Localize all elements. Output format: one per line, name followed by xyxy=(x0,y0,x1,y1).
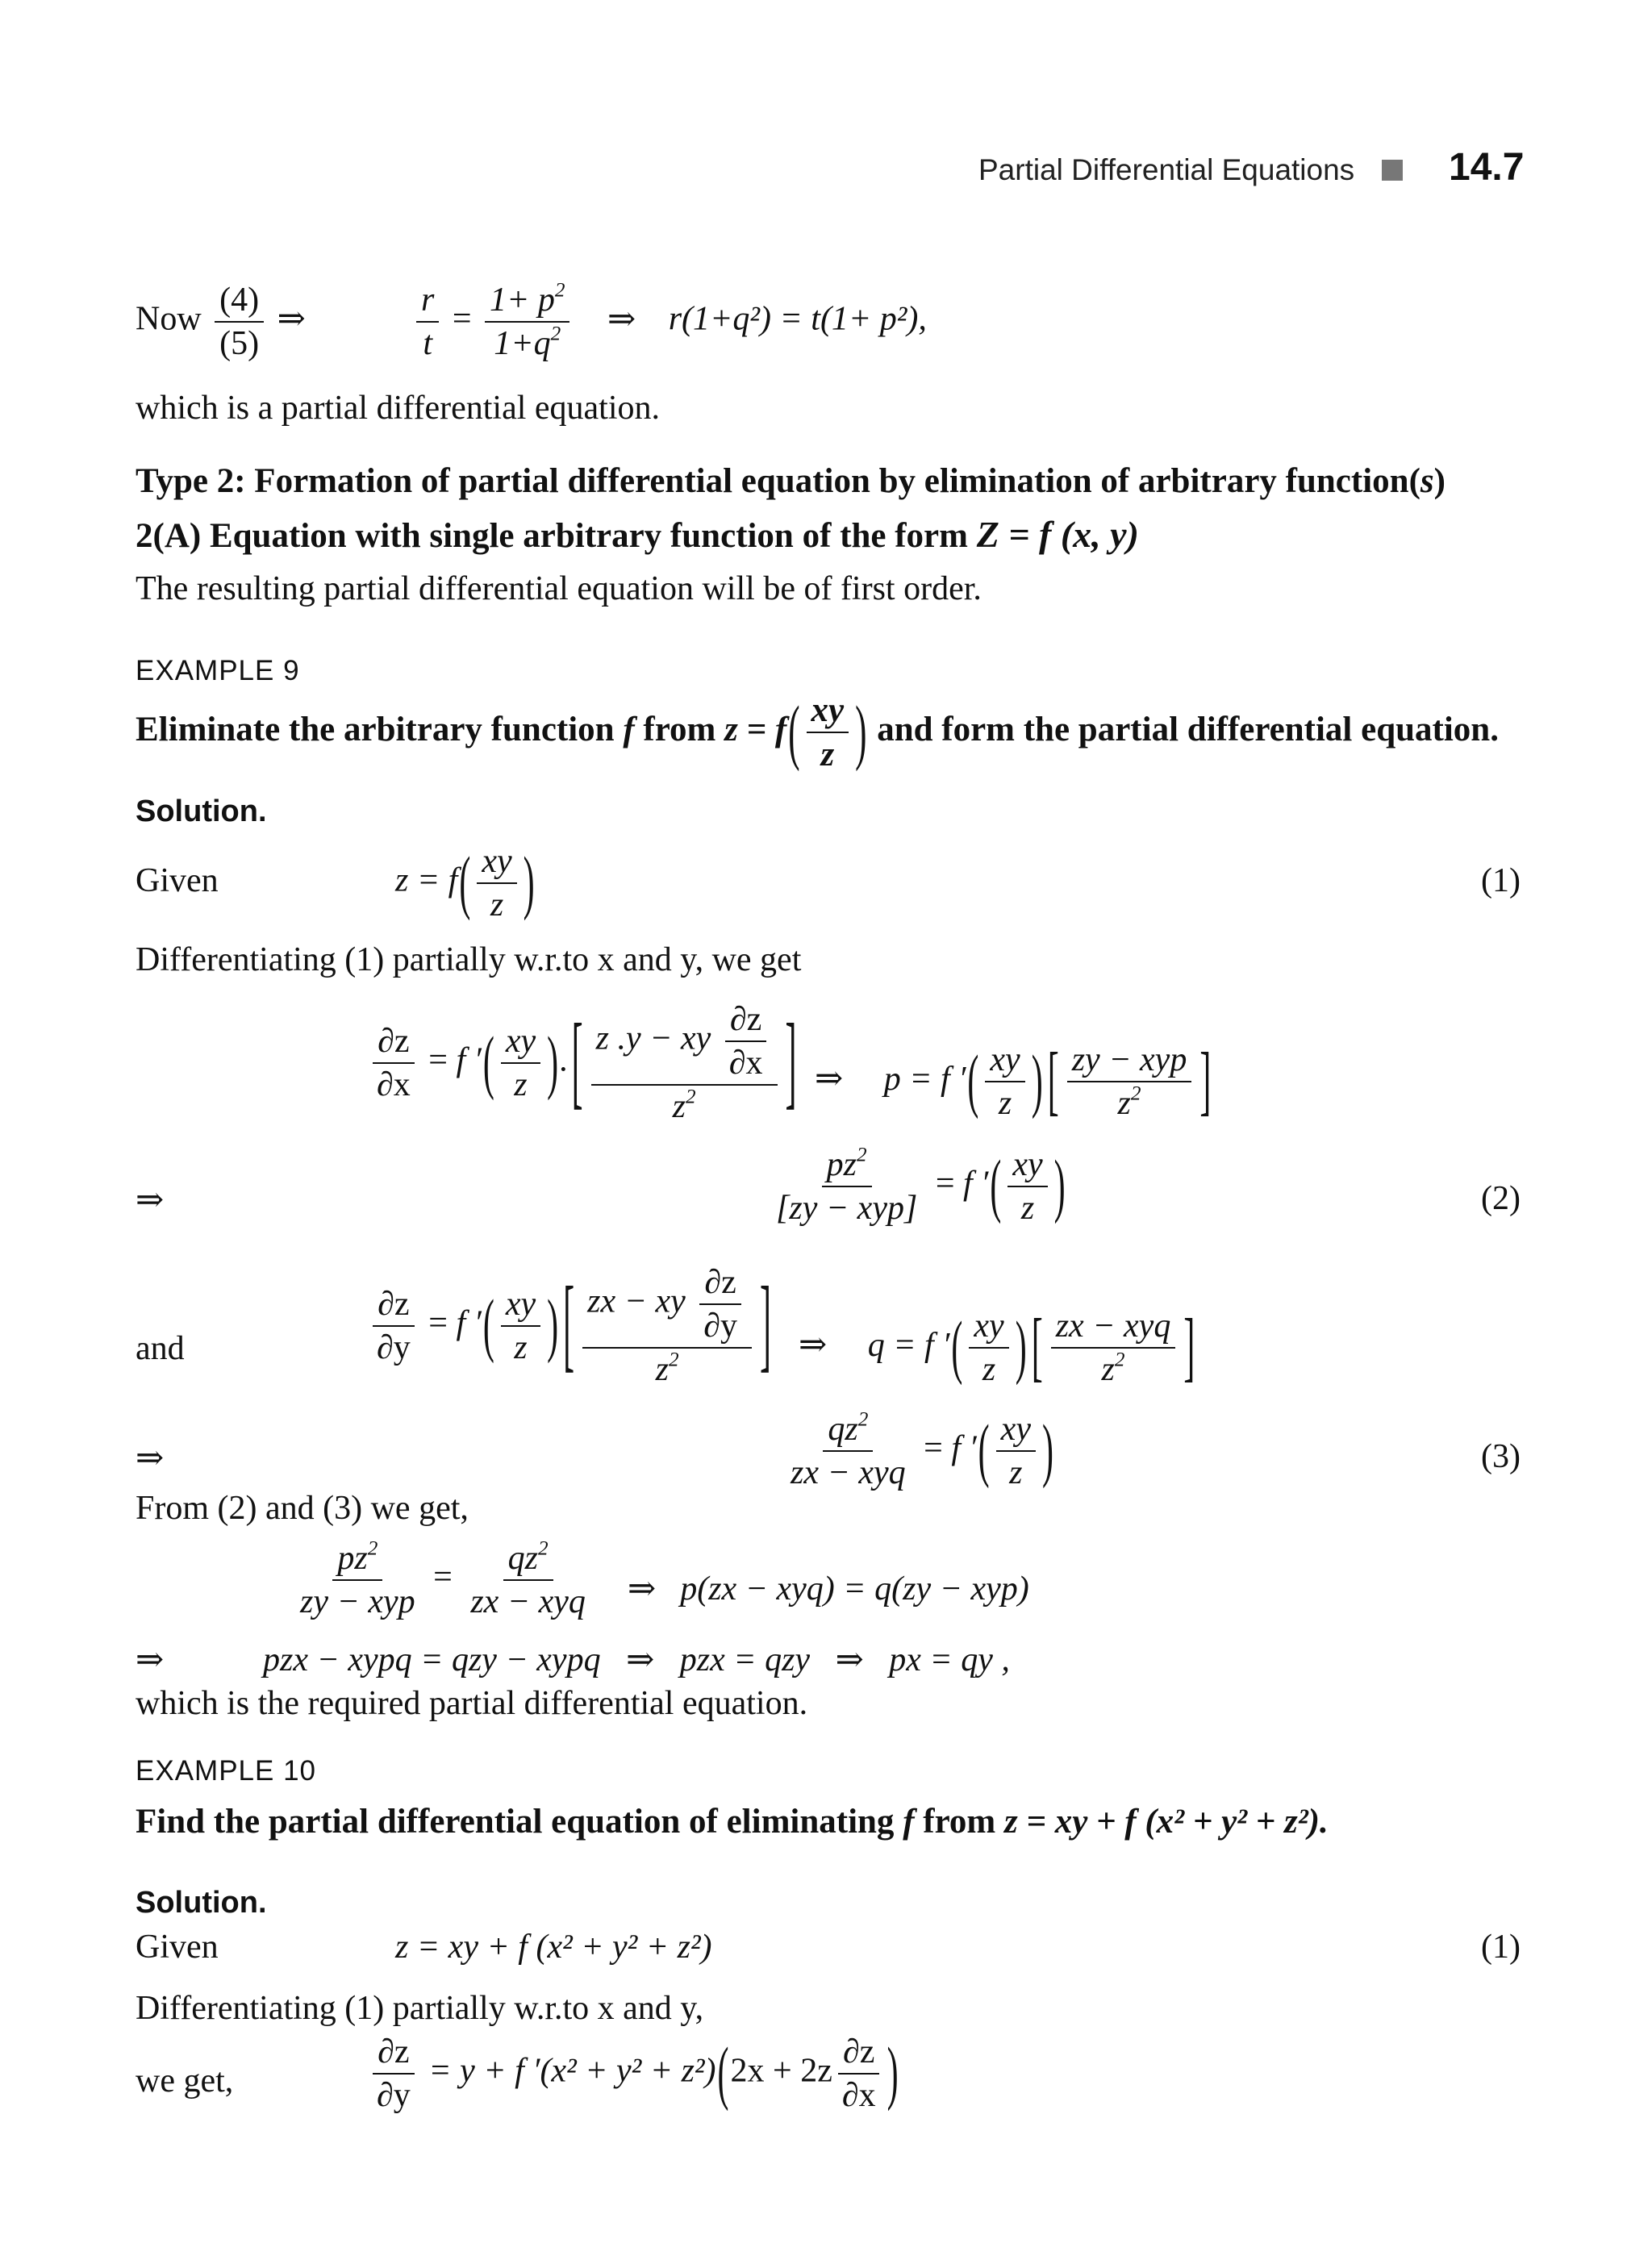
paren: ( xyxy=(967,1042,979,1121)
running-title: Partial Differential Equations xyxy=(978,153,1355,186)
example10-statement xyxy=(136,1802,1329,1841)
bracket: ] xyxy=(1199,1039,1212,1124)
paren: ) xyxy=(1031,1042,1043,1121)
ex9-implies-3: ⇒ xyxy=(136,1440,165,1477)
pz2-frac xyxy=(295,1539,420,1621)
pz2: $pz^2$ xyxy=(822,1145,872,1187)
dz: ∂z xyxy=(373,1285,414,1327)
zy-xyp: zy − xyp xyxy=(300,1583,415,1620)
type2-heading-close: ) xyxy=(1433,462,1446,500)
ex9-implies-final: ⇒ xyxy=(136,1641,165,1678)
zy-xyp: zy − xyp xyxy=(1067,1040,1192,1082)
xy: xy xyxy=(996,1410,1036,1452)
ex10-given-label: Given xyxy=(136,1929,219,1966)
example9-statement xyxy=(136,690,1499,774)
ex9-eq2-number: (2) xyxy=(1481,1180,1521,1217)
ex9-eq1-number: (1) xyxy=(1481,862,1521,899)
dz: ∂z xyxy=(838,2033,879,2075)
type2-heading-s: s xyxy=(1420,462,1434,500)
ex9-and-label: and xyxy=(136,1330,185,1367)
arrow-2: ⇒ xyxy=(607,300,636,338)
ex10-solution-label: Solution. xyxy=(136,1886,267,1920)
paren-close: ) xyxy=(855,692,867,773)
bracket: ] xyxy=(760,1268,771,1384)
ex9-eq2: $\frac{pz^2}{\text{[zy − xyp]}}$ = f ′( $\frac{xy}{z}$ ) xyxy=(766,1145,1067,1228)
dx-den: ∂x xyxy=(377,1066,411,1103)
paren: ) xyxy=(1015,1308,1027,1387)
qz2: $qz^2$ xyxy=(503,1539,553,1581)
z: z xyxy=(1020,1190,1035,1227)
dzdx-frac xyxy=(837,2033,881,2115)
z2: $z^2$ xyxy=(1117,1082,1141,1122)
arrow-1: ⇒ xyxy=(277,300,306,338)
xy: xy xyxy=(969,1307,1008,1349)
subheading-math: Z = f (x, y) xyxy=(976,514,1139,555)
ex10-deriv-eq xyxy=(367,2033,900,2115)
ex9-stmt-num: xy xyxy=(807,690,849,733)
eq: = xyxy=(433,1558,453,1596)
ex9-implies-2: ⇒ xyxy=(136,1182,165,1219)
inner-frac xyxy=(699,1263,742,1345)
ex9-given-eq xyxy=(395,842,536,924)
xy-z xyxy=(1007,1145,1047,1228)
ex9-stmt-c: and form the partial differential equation. xyxy=(868,710,1499,749)
eq: = xyxy=(935,1165,963,1203)
ex9-dzdx-equation: $\frac{\partial z}{\partial x}$ = f ′( $\frac{xy}{z}$ ).[ z .y − xy $\frac{\partial z}{\partial x}$ $z^2$ ] xyxy=(367,1000,800,1126)
ex10-stmt-math: z = xy + f (x² + y² + z²). xyxy=(1003,1803,1329,1841)
zy-xyp-frac xyxy=(1067,1040,1192,1123)
ex9-given-label: Given xyxy=(136,862,219,899)
ex9-given-paren-open: ( xyxy=(459,844,471,923)
q-eq: q = f ′ xyxy=(867,1326,950,1364)
ex9-final-line: pzx − xypq = qzy − xypq ⇒ pzx = qzy ⇒ px = qy , xyxy=(263,1641,1010,1678)
ex9-from-text: From (2) and (3) we get, xyxy=(136,1490,469,1527)
paren: ( xyxy=(990,1147,1002,1226)
dzdy-frac xyxy=(372,1285,415,1367)
dy: ∂y xyxy=(377,2077,411,2114)
z: z xyxy=(982,1351,996,1388)
z2-den: $z^2$ xyxy=(672,1086,696,1125)
ex9-given-den: z xyxy=(490,886,504,924)
z: z xyxy=(998,1085,1012,1122)
paren: ) xyxy=(547,1286,559,1366)
paren: ( xyxy=(482,1286,494,1366)
xy-z xyxy=(969,1307,1008,1389)
zx-num: zx − xy $\frac{\partial z}{\partial y}$ xyxy=(582,1263,752,1349)
dx: ∂x xyxy=(841,2077,876,2114)
rhs-num-text: 1+ p xyxy=(490,281,555,319)
arrow: ⇒ xyxy=(799,1326,828,1364)
xy-z xyxy=(985,1040,1024,1123)
ex10-deriv-rhs: = y + f ′(x² + y² + z²) xyxy=(428,2052,716,2090)
z: z xyxy=(1009,1454,1023,1491)
dz: ∂z xyxy=(699,1263,740,1305)
now-equation xyxy=(136,281,306,363)
ex9-eq3: $\frac{qz^2}{\text{zx − xyq}}$ = f ′( $\frac{xy}{z}$ ) xyxy=(781,1410,1055,1492)
top-result: r(1+q²) = t(1+ p²), xyxy=(668,300,927,338)
frac-rhs-den: $1+q^2$ xyxy=(494,323,561,362)
ex9-stmt-frac xyxy=(807,690,849,774)
paren: ( xyxy=(482,1024,494,1103)
qz2: $qz^2$ xyxy=(823,1410,873,1452)
top-closing-text: which is a partial differential equation. xyxy=(136,390,660,427)
ex9-eq3-number: (3) xyxy=(1481,1438,1521,1475)
eq: = xyxy=(924,1429,952,1467)
xy-z xyxy=(501,1285,540,1367)
zx-xyq-num: zx − xyq xyxy=(1051,1307,1176,1349)
xy-z-frac xyxy=(501,1022,540,1104)
ex9-solution-label: Solution. xyxy=(136,794,267,828)
dz: ∂z xyxy=(725,1000,766,1042)
zx-xyq: zx − xyq xyxy=(470,1583,586,1620)
xy: xy xyxy=(1007,1145,1047,1187)
pz2-frac xyxy=(771,1145,922,1228)
paren: ( xyxy=(717,2034,729,2113)
z2: $z^2$ xyxy=(655,1349,679,1388)
example10-label: EXAMPLE 10 xyxy=(136,1755,316,1787)
qz2-frac xyxy=(465,1539,590,1621)
bracket: [ xyxy=(571,1005,583,1121)
ex9-line-p: p(zx − xyq) = q(zy − xyp) xyxy=(680,1570,1029,1608)
ex9-stmt-f: f xyxy=(623,710,635,749)
ex10-stmt-b: from xyxy=(914,1803,1004,1841)
ex9-p-equation xyxy=(815,1040,1214,1123)
dzdy-frac xyxy=(372,2033,415,2115)
zx-frac xyxy=(582,1263,752,1389)
frac-num: (4) xyxy=(215,281,264,323)
frac-r-t xyxy=(416,281,439,363)
z: z xyxy=(514,1066,528,1103)
ex9-combined-equation xyxy=(290,1539,595,1621)
subheading-text: 2(A) Equation with single arbitrary function of the form xyxy=(136,517,977,555)
dz: ∂z xyxy=(373,2033,414,2075)
paren: ) xyxy=(886,2034,899,2113)
eq-sign: = xyxy=(428,1041,457,1079)
xy-z xyxy=(996,1410,1036,1492)
ex9-given-paren-close: ) xyxy=(523,844,535,923)
paren: ( xyxy=(951,1308,963,1387)
arrow: ⇒ xyxy=(815,1060,844,1098)
bracket: [ xyxy=(563,1268,575,1384)
ex9-dzdy-equation: $\frac{\partial z}{\partial y}$ = f ′( $\frac{xy}{z}$ ) [ zx − xy $\frac{\partial z}{\partial y}$ $z^2$ ] xyxy=(367,1263,774,1389)
rhs-den-text: 1+q xyxy=(494,325,551,362)
paren: ) xyxy=(1041,1412,1053,1491)
type2-subheading xyxy=(136,513,1139,556)
dy: ∂y xyxy=(377,1329,411,1366)
bracket: ] xyxy=(785,1005,797,1121)
paren-open: ( xyxy=(788,692,800,773)
ex10-stmt-f: f xyxy=(903,1803,915,1841)
ex9-p-line xyxy=(628,1568,1029,1608)
bracket: [ xyxy=(1031,1305,1043,1391)
zy-frac xyxy=(591,1000,778,1126)
frac-r: r xyxy=(416,281,439,323)
xy: xy xyxy=(985,1040,1024,1082)
ex9-stmt-b: from xyxy=(634,710,725,749)
p-eq: p = f ′ xyxy=(883,1060,966,1098)
pz2: $pz^2$ xyxy=(332,1539,382,1581)
type2-note: The resulting partial differential equation will be of first order. xyxy=(136,570,982,607)
ex9-stmt-den: z xyxy=(820,736,835,774)
ex9-stmt-math: z = f xyxy=(724,710,787,749)
ex9-stmt-a: Eliminate the arbitrary function xyxy=(136,710,624,749)
frac-rhs-num: $1+ p^2$ xyxy=(485,281,569,323)
arrow: ⇒ xyxy=(628,1570,657,1608)
qz2-frac xyxy=(786,1410,911,1492)
ratio-4-5 xyxy=(215,281,264,363)
ex10-diff-text: Differentiating (1) partially w.r.to x and y, xyxy=(136,1990,704,2027)
paren: ) xyxy=(1053,1147,1066,1226)
paren: ( xyxy=(978,1412,990,1491)
header-square-icon xyxy=(1382,160,1403,181)
frac-p-q xyxy=(485,281,569,363)
type2-heading xyxy=(136,461,1446,501)
ex9-closing-text: which is the required partial differential equation. xyxy=(136,1685,808,1722)
dy: ∂y xyxy=(703,1307,737,1345)
ex10-deriv-inner: 2x + 2z xyxy=(730,2052,832,2090)
inner-frac xyxy=(724,1000,768,1082)
xy: xy xyxy=(501,1022,540,1064)
dz-num: ∂z xyxy=(373,1022,414,1064)
page-number: 14.7 xyxy=(1449,146,1525,189)
z2: $z^2$ xyxy=(1101,1349,1125,1388)
type2-heading-text: Type 2: Formation of partial differential equation by elimination of arbitrary function( xyxy=(136,462,1420,500)
zx-xyq: zx − xyq xyxy=(791,1454,906,1491)
example9-label: EXAMPLE 9 xyxy=(136,655,300,686)
ex9-given-num: xy xyxy=(477,842,516,884)
ex10-stmt-a: Find the partial differential equation of eliminating xyxy=(136,1803,903,1841)
dx: ∂x xyxy=(728,1045,763,1082)
zy-num: z .y − xy $\frac{\partial z}{\partial x}$ xyxy=(591,1000,778,1086)
ex9-diff-text: Differentiating (1) partially w.r.to x and y, we get xyxy=(136,941,802,978)
ex9-q-equation xyxy=(799,1307,1198,1389)
r-over-t: $\frac{r}{t}$ = $\frac{1+ p^2}{1+q^2}$ ⇒ r(1+q²) = t(1+ p²), xyxy=(411,281,927,363)
z: z xyxy=(514,1329,528,1366)
ex10-we-get: we get, xyxy=(136,2062,234,2100)
xy: xy xyxy=(501,1285,540,1327)
zx-xyq xyxy=(1051,1307,1176,1389)
ex9-given-math: z = f xyxy=(395,861,458,899)
now-label: Now xyxy=(136,300,202,338)
dzdx-frac xyxy=(372,1022,415,1104)
ex10-eq1-number: (1) xyxy=(1481,1929,1521,1966)
bracket: [ xyxy=(1047,1039,1059,1124)
ex9-given-frac xyxy=(477,842,516,924)
paren: ) xyxy=(547,1024,559,1103)
ex10-given-eq: z = xy + f (x² + y² + z²) xyxy=(395,1929,712,1966)
bracket: ] xyxy=(1183,1305,1195,1391)
frac-den: (5) xyxy=(219,325,260,362)
zy-xyp: [zy − xyp] xyxy=(776,1190,918,1227)
frac-t: t xyxy=(423,325,433,362)
eq: = xyxy=(428,1304,457,1342)
